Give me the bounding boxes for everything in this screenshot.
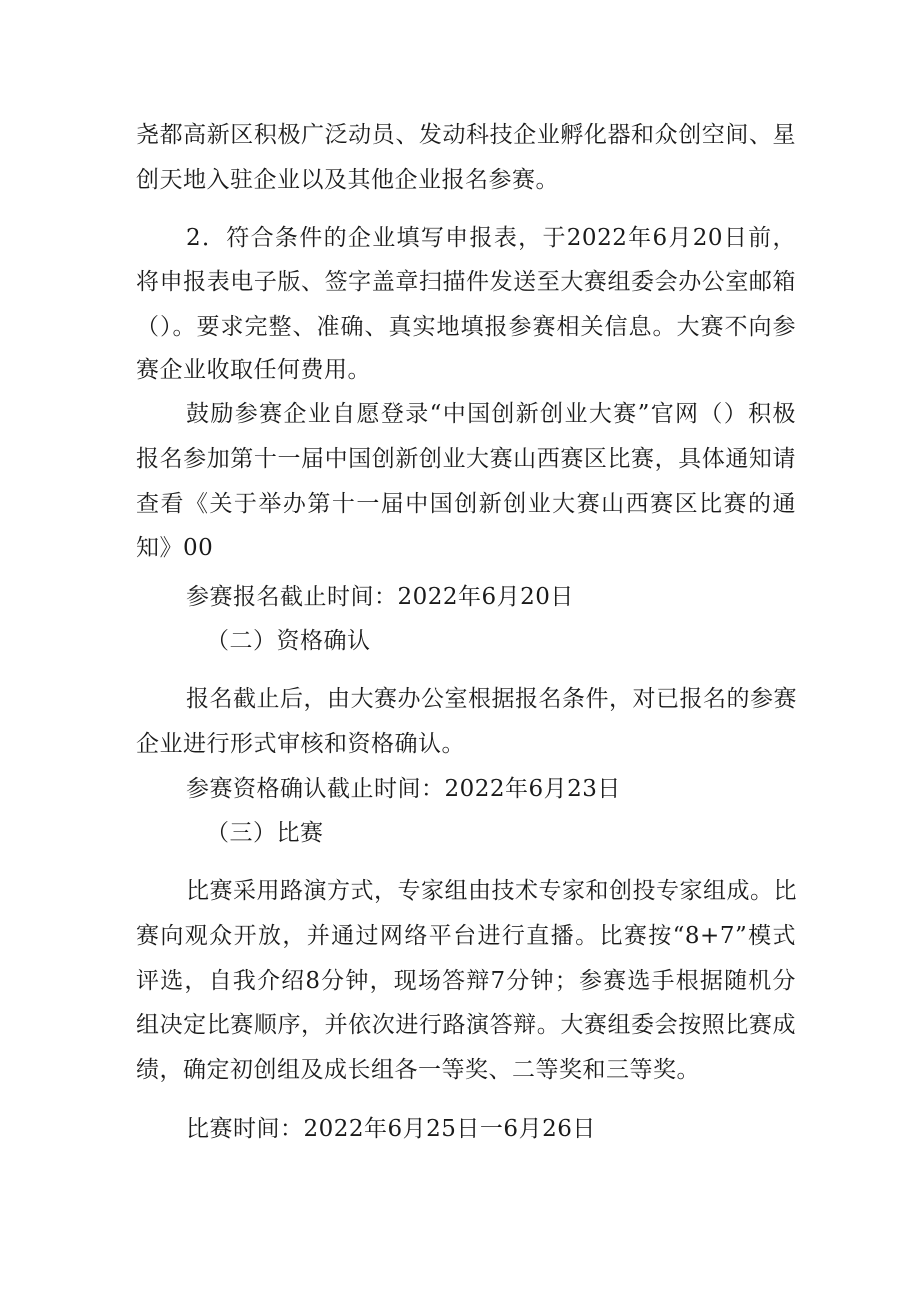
section-heading: （二）资格确认 bbox=[206, 628, 371, 654]
paragraph-line: 查看《关于举办第十一届中国创新创业大赛山西赛区比赛的通 bbox=[136, 491, 796, 517]
paragraph-line: 报名截止后，由大赛办公室根据报名条件，对已报名的参赛 bbox=[186, 686, 797, 712]
paragraph-line: 鼓励参赛企业自愿登录“中国创新创业大赛”官网（）积极 bbox=[186, 401, 796, 427]
paragraph-line: 2．符合条件的企业填写申报表，于2022年6月20日前， bbox=[186, 225, 796, 251]
paragraph-line: 赛向观众开放，并通过网络平台进行直播。比赛按“8+7”模式 bbox=[136, 923, 796, 949]
paragraph-line: 将申报表电子版、签字盖章扫描件发送至大赛组委会办公室邮箱 bbox=[136, 269, 796, 295]
deadline-line: 参赛资格确认截止时间：2022年6月23日 bbox=[186, 776, 621, 802]
paragraph-line: 报名参加第十一届中国创新创业大赛山西赛区比赛，具体通知请 bbox=[136, 446, 796, 472]
deadline-line: 参赛报名截止时间：2022年6月20日 bbox=[186, 584, 574, 610]
paragraph-line: 评选，自我介绍8分钟，现场答辩7分钟；参赛选手根据随机分 bbox=[136, 968, 796, 994]
paragraph-line: 赛企业收取任何费用。 bbox=[136, 357, 371, 383]
paragraph-line: 创天地入驻企业以及其他企业报名参赛。 bbox=[136, 167, 559, 193]
paragraph-line: 尧都高新区积极广泛动员、发动科技企业孵化器和众创空间、星 bbox=[136, 122, 796, 148]
paragraph-line: 比赛采用路演方式，专家组由技术专家和创投专家组成。比 bbox=[186, 878, 797, 904]
paragraph-line: （）。要求完整、准确、真实地填报参赛相关信息。大赛不向参 bbox=[136, 314, 796, 340]
event-time-line: 比赛时间：2022年6月25日一6月26日 bbox=[186, 1116, 596, 1142]
paragraph-line: 企业进行形式审核和资格确认。 bbox=[136, 731, 465, 757]
paragraph-line: 组决定比赛顺序，并依次进行路演答辩。大赛组委会按照比赛成 bbox=[136, 1012, 796, 1038]
paragraph-line: 知》00 bbox=[136, 535, 214, 561]
paragraph-line: 绩，确定初创组及成长组各一等奖、二等奖和三等奖。 bbox=[136, 1057, 700, 1083]
section-heading: （三）比赛 bbox=[206, 820, 324, 846]
